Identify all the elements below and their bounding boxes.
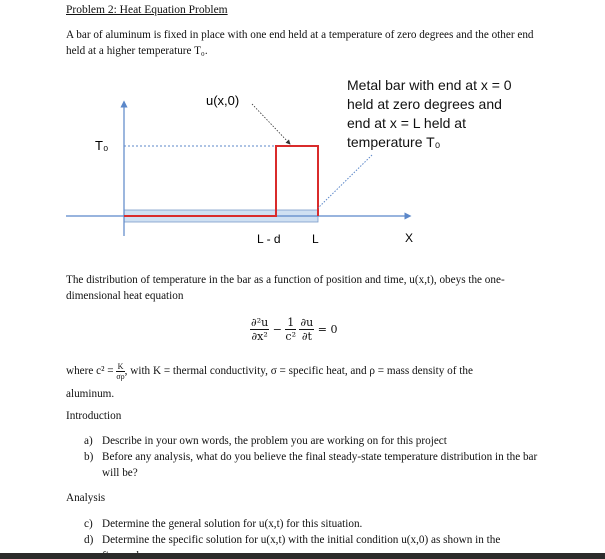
page-bottom-edge xyxy=(0,553,605,559)
introduction-list xyxy=(84,433,544,481)
heat-equation xyxy=(250,316,337,343)
distribution-paragraph: The distribution of temperature in the bar as a function of position and time, u(x,t), obeys the one-dimensional heat equation xyxy=(66,274,505,302)
caption-line: end at x = L held at xyxy=(347,115,466,131)
x-axis-label: X xyxy=(405,231,414,245)
l-minus-d-label: L - d xyxy=(257,232,281,246)
where-continuation: aluminum. xyxy=(66,388,115,400)
u-label: u(x,0) xyxy=(206,93,240,108)
list-item: a) Describe in your own words, the problem you are working on for this project xyxy=(84,435,447,447)
problem-statement: A bar of aluminum is fixed in place with one end held at a temperature of zero degrees and the other end held at a higher temperature T₀. xyxy=(66,29,534,57)
where-definition xyxy=(66,362,546,381)
step-function-curve xyxy=(124,146,318,216)
where-prefix: where c² = xyxy=(66,365,114,378)
introduction-heading: Introduction xyxy=(66,410,122,422)
eq-term-d2u: $\frac{\text{∂²u}}{\text{∂x²}}$ xyxy=(251,316,269,343)
u-label-leader xyxy=(252,104,290,144)
analysis-heading: Analysis xyxy=(66,492,106,504)
caption-line: Metal bar with end at x = 0 xyxy=(347,77,512,93)
eq-minus: − xyxy=(272,323,282,336)
caption-line: held at zero degrees and xyxy=(347,96,502,112)
where-rest: , with K = thermal conductivity, σ = specific heat, and ρ = mass density of the xyxy=(124,365,473,378)
eq-term-du-dt: $\frac{\partial u}{\partial t}$ xyxy=(300,316,314,343)
metal-bar-leader xyxy=(318,155,372,208)
eq-term-inv-c2: $\frac{1}{\text{c²}}$ xyxy=(285,316,296,343)
figure-caption xyxy=(347,76,547,152)
problem-title: Problem 2: Heat Equation Problem xyxy=(66,4,228,16)
c2-fraction: $\frac{K}{\sigma\rho}$ xyxy=(116,362,125,381)
l-label: L xyxy=(312,232,319,246)
t0-axis-label: T₀ xyxy=(95,138,109,153)
analysis-list xyxy=(84,516,544,548)
eq-rhs: = 0 xyxy=(317,323,338,336)
list-item: c) Determine the general solution for u(x,t) for this situation. xyxy=(84,518,363,530)
list-item: b) Before any analysis, what do you believe the final steady-state temperature distribution in the bar will be? xyxy=(84,451,538,479)
list-item: d) Determine the specific solution for u(x,t) with the initial condition u(x,0) as shown in the xyxy=(84,534,501,546)
caption-line: temperature T₀ xyxy=(347,134,441,150)
